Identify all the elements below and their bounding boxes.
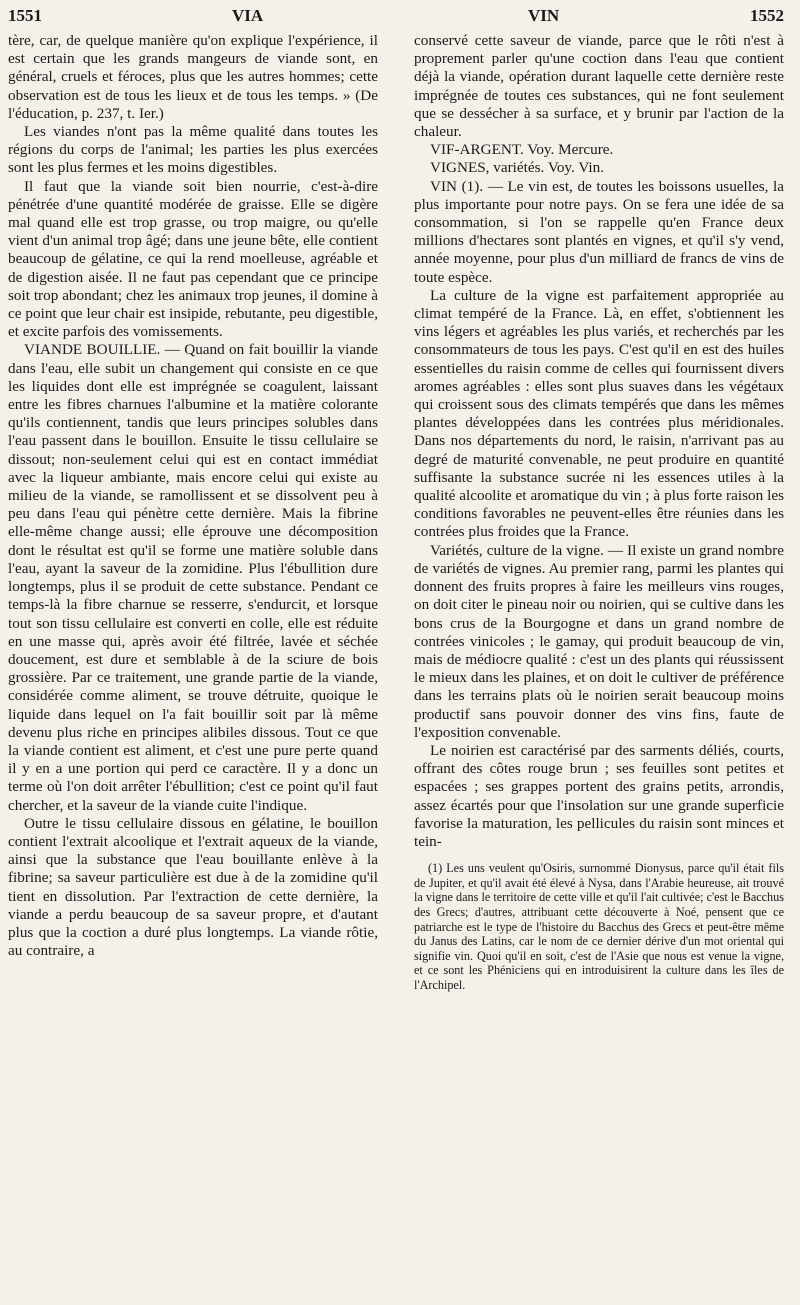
paragraph: Le noirien est caractérisé par des sarments déliés, courts, offrant des côtes rouge brun ; ses feuilles sont petites et espacées ; ses grappes portent des grains petits, arrondis, assez écartés pour que l'insolation sur une grande superficie favorise la maturation, les pellicules du raisin sont minces et tein- [414,741,784,850]
entry-vignes: VIGNES, variétés. Voy. Vin. [430,159,605,177]
running-header [0,6,800,32]
page-number-right: 1552 [750,6,784,25]
page-number-left: 1551 [8,6,42,25]
paragraph: Outre le tissu cellulaire dissous en gélatine, le bouillon contient l'extrait alcoolique et l'extrait aqueux de la viande, ainsi que la substance que l'eau bouillante enlève à la fibrine; sa saveur particulière est due à de la zomidine qu'il tient en dissolution. Par l'extraction de cette dernière, la viande a perdu beaucoup de sa saveur propre, et d'autant plus que la coction a duré plus longtemps. La viande rôtie, au contraire, a [8,814,378,960]
footnote: (1) Les uns veulent qu'Osiris, surnommé Dionysus, parce qu'il était fils de Jupiter, et qu'il avait été élevé à Nysa, dans l'Arabie heureuse, ait trouvé la vigne dans le territoire de cette ville et qu'il l'ait cultivée; c'est le Bacchus des Grecs; d'autres, attribuant cette découverte à Noé, pensent que ce patriarche est le type de l'histoire du Bacchus des Grecs et peut-être même du Janus des Latins, car le nom de ce dernier dérive d'un mot oriental qui signifie vin. Quoi qu'il en soit, c'est de l'Asie que nous est venue la vigne, et ce sont les Phéniciens qui en introduisirent la culture dans les îles de l'Archipel. [414,861,784,992]
paragraph: VIANDE BOUILLIE. — Quand on fait bouillir la viande dans l'eau, elle subit un changement qui consiste en ce que les liquides dont elle est imprégnée se coagulent, laissant entre les fibres charnues l'albumine et la matière colorante qu'ils contiennent, tandis que leurs principes solubles dans l'eau passent dans le bouillon. Ensuite le tissu cellulaire se dissout; non-seulement celui qui est en contact immédiat avec la liqueur ambiante, mais encore celui qui existe au milieu de la viande, se ramollissent et se dissolvent peu à peu dans l'eau qui pénètre cette dernière. Mais la fibrine elle-même change aussi; elle éprouve une décomposition dont le résultat est qu'il se forme une matière soluble dans l'eau, ayant la saveur de la zomidine. Plus l'ébullition dure longtemps, plus il se produit de cette substance. Pendant ce temps-là la fibre charnue se resserre, s'endurcit, et lorsque tout son tissu cellulaire est converti en colle, elle est réduite en une masse qui, après avoir été filtrée, lavée et séchée doucement, est dure et semblable à de la sciure de bois grossière. Par ce traitement, une grande partie de la viande, considérée comme aliment, se trouve détruite, quoique le liquide dans lequel on l'a fait bouillir soit par là même devenu plus riche en principes alibiles dissous. Tout ce que la viande contient est aliment, et c'est une pure perte quand il y en a une portion qui perd ce caractère. Il y a donc un terme où l'on doit arrêter l'ébullition; c'est ce point qu'il faut chercher, et la saveur de la viande cuite l'indique. [8,341,378,814]
right-column [414,32,784,1297]
paragraph: Les viandes n'ont pas la même qualité dans toutes les régions du corps de l'animal; les parties les plus exercées sont les plus fermes et les moins digestibles. [8,123,378,177]
header-word-left: VIA [232,6,264,25]
paragraph: tère, car, de quelque manière qu'on explique l'expérience, il est certain que les grands mangeurs de viande sont, en général, cruels et féroces, plus que les autres hommes; cette observation est de tous les lieux et de tous les temps. » (De l'éducation, p. 237, t. Ier.) [8,32,378,122]
paragraph: Variétés, culture de la vigne. — Il existe un grand nombre de variétés de vignes. Au premier rang, parmi les plantes qui donnent des fruits propres à faire les meilleurs vins rouges, on doit citer le pineau noir ou noirien, qui se cultive dans les bons crus de la Bourgogne et dans un grand nombre de contrées vinicoles ; le gamay, qui produit beaucoup de vin, mais de médiocre qualité : c'est un des plants qui réussissent le mieux dans les plaines, et on doit le cultiver de préférence dans les terrains plats où le noirien serait beaucoup moins productif sans pouvoir donner des vins fins, faute de l'exposition convenable. [414,541,784,741]
entry-vif-argent: VIF-ARGENT. Voy. Mercure. [430,141,614,159]
paragraph: Il faut que la viande soit bien nourrie, c'est-à-dire pénétrée d'une quantité modérée de graisse. Elle se digère mal quand elle est trop grasse, ou trop maigre, ou qu'elle vient d'un animal trop âgé; dans une jeune bête, elle contient beaucoup de gélatine, ce qui la rend moelleuse, agréable et de digestion aisée. Il ne faut pas cependant que ce principe soit trop abondant; chez les animaux trop jeunes, il domine à ce point que leur chair est insipide, rebutante, peu digestible, et excite parfois des vomissements. [8,177,378,341]
header-word-right: VIN [528,6,560,25]
footnotes [414,861,784,992]
paragraph: La culture de la vigne est parfaitement appropriée au climat tempéré de la France. Là, en effet, s'obtiennent les vins légers et agréables les plus variés, et recherchés par les consommateurs de tous les pays. C'est qu'il en est des huiles essentielles du raisin comme de celles qui fournissent divers aromes agréables : elles sont plus suaves dans les végétaux qui croissent sous des climats tempérés que dans les mêmes plantes développées dans les contrées plus méridionales. Dans nos départements du nord, le raisin, n'arrivant pas au degré de maturité convenable, ne peut produire en quantité suffisante la substance sucrée ni les essences utiles à la qualité alcoolite et aromatique du vin ; à plus forte raison les conditions favorables ne peuvent-elles être réunies dans les contrées plus froides que la France. [414,286,784,541]
entry-vin: VIN (1). — Le vin est, de toutes les boissons usuelles, la plus importante pour notre pays. On se fera une idée de sa consommation, si l'on se rappelle qu'en France deux millions d'hectares sont plantés en vignes, et qu'il s'y vend, année moyenne, pour plus d'un milliard de francs de vins de toute espèce. [414,177,784,286]
paragraph: conservé cette saveur de viande, parce que le rôti n'est à proprement parler qu'une coction dans l'eau que contient déjà la viande, opération durant laquelle cette dernière reste imprégnée de toutes ces substances, qui ne font seulement que se dessécher à sa surface, et y brunir par l'action de la chaleur. [414,32,784,141]
left-column [8,32,378,1297]
